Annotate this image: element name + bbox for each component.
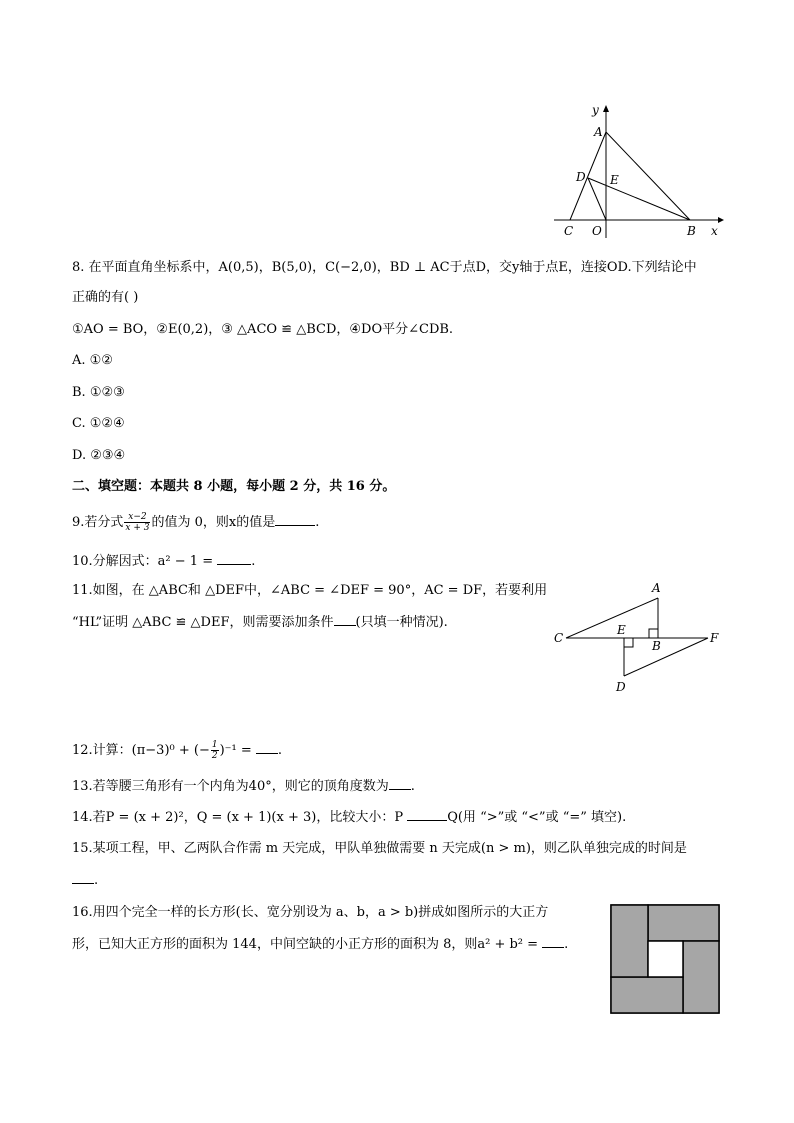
q9-post: 的值为 0，则x的值是 (151, 515, 276, 530)
q14-pre: 14.若P = (x + 2)²，Q = (x + 1)(x + 3)，比较大小：P (72, 810, 408, 825)
y-axis-arrow (603, 105, 609, 112)
q12-numerator: 1 (211, 740, 218, 750)
segment-fd (624, 638, 708, 676)
q12-pre: 12.计算：(π−3)⁰ + (− (72, 743, 210, 758)
label-e: E (617, 623, 626, 637)
q16-line1: 16.用四个完全一样的长方形(长、宽分别设为 a、b，a > b)拼成如图所示的大正方 (72, 905, 549, 920)
q10 (72, 552, 255, 571)
q8-option-c: C. ①②④ (72, 416, 125, 431)
q16-end: . (564, 937, 569, 952)
q16-line2 (72, 935, 568, 954)
segment-ca (566, 598, 658, 638)
q15-end: . (94, 873, 99, 888)
label-d: D (616, 680, 626, 694)
q8-option-d: D. ②③④ (72, 448, 126, 463)
label-e: E (610, 173, 619, 187)
q10-text: 10.分解因式：a² − 1 = (72, 554, 218, 569)
q16-line2-text: 形，已知大正方形的面积为 144，中间空缺的小正方形的面积为 8，则a² + b² = (72, 937, 543, 952)
q8-option-a: A. ①② (72, 353, 113, 368)
q12-answer-blank (256, 741, 278, 754)
q8-statements: ①AO = BO，②E(0,2)，③ △ACO ≌ △BCD，④DO平分∠CDB. (72, 322, 454, 337)
q15-line1: 15.某项工程，甲、乙两队合作需 m 天完成，甲队单独做需要 n 天完成(n > m)，则乙队单独完成的时间是 (72, 841, 687, 856)
center-gap-square (648, 941, 683, 977)
q8-option-b: B. ①②③ (72, 385, 125, 400)
q11-answer-blank (334, 613, 356, 626)
q15-line2 (72, 871, 98, 890)
q11-line1: 11.如图，在 △ABC和 △DEF中，∠ABC = ∠DEF = 90°，AC = DF，若要利用 (72, 583, 548, 598)
q11-line2 (72, 613, 448, 632)
q13-answer-blank (389, 777, 411, 790)
label-a: A (594, 125, 603, 139)
q9-answer-blank (275, 513, 315, 526)
x-axis-arrow (718, 217, 724, 223)
q9 (72, 512, 319, 533)
q10-answer-blank (217, 552, 251, 565)
label-x: x (711, 224, 718, 238)
q14 (72, 808, 626, 827)
label-b: B (687, 224, 696, 238)
q14-post: Q(用 “>”或 “<”或 “=” 填空). (447, 810, 627, 825)
q13-text: 13.若等腰三角形有一个内角为40°，则它的顶角度数为 (72, 779, 389, 794)
label-b: B (652, 639, 661, 653)
q12-end: . (277, 743, 283, 758)
right-angle-mark-e (624, 638, 633, 647)
label-c: C (554, 631, 564, 645)
rectangle-top (648, 905, 719, 941)
q12 (72, 740, 282, 761)
q12-denominator: 2 (211, 751, 218, 761)
label-c: C (564, 224, 574, 238)
q8-coordinate-figure (548, 100, 728, 242)
rectangle-bottom (611, 977, 683, 1013)
rectangle-right (683, 941, 719, 1013)
q11-line2-text: “HL”证明 △ABC ≌ △DEF，则需要添加条件 (72, 615, 334, 630)
q13 (72, 777, 415, 796)
q9-end: . (315, 515, 320, 530)
q14-answer-blank (407, 808, 447, 821)
q8-stem-line1: 8. 在平面直角坐标系中，A(0,5)，B(5,0)，C(−2,0)，BD ⊥ AC于点D，交y轴于点E，连接OD.下列结论中 (72, 260, 697, 275)
rectangle-left (611, 905, 648, 977)
q16-answer-blank (542, 935, 564, 948)
q9-denominator: x + 3 (125, 523, 150, 533)
label-d: D (576, 170, 586, 184)
q9-numerator: x−2 (124, 512, 150, 523)
label-o: O (592, 224, 602, 238)
q11-triangles-figure (552, 578, 728, 698)
q15-answer-blank (72, 871, 94, 884)
right-angle-mark-b (649, 629, 658, 638)
label-f: F (710, 631, 719, 645)
q12-post: )⁻¹ = (219, 743, 256, 758)
q10-end: . (251, 554, 256, 569)
label-y: y (592, 103, 599, 117)
q11-line2-end: (只填一种情况). (355, 615, 448, 630)
label-a: A (652, 581, 661, 595)
section-2-heading: 二、填空题：本题共 8 小题，每小题 2 分，共 16 分。 (72, 479, 396, 494)
q9-fraction (124, 512, 150, 533)
q16-square-figure (610, 904, 722, 1016)
q8-stem-line2: 正确的有( ) (72, 290, 139, 305)
q9-pre: 9.若分式 (72, 515, 124, 530)
q13-end: . (410, 779, 415, 794)
q12-fraction (211, 740, 219, 761)
